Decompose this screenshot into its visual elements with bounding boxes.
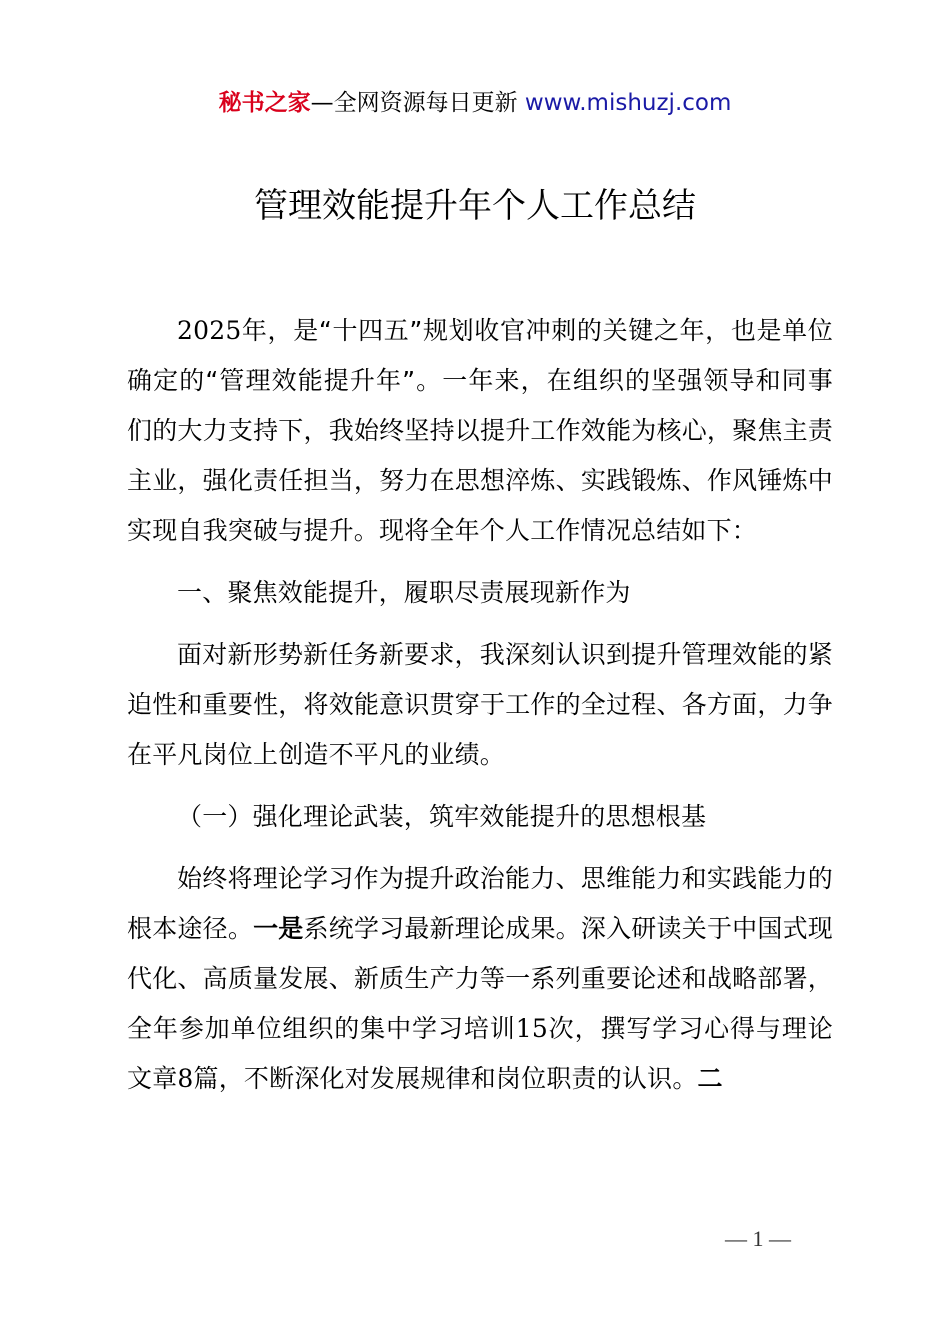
para-number-1: 15	[515, 1014, 548, 1043]
section-heading: 一、聚焦效能提升，履职尽责展现新作为	[177, 578, 631, 607]
document-body	[127, 306, 833, 1104]
para-text-2: 系统学习最新理论成果。深入研读关于中国式现代化、高质量发展、新质生产力等一系列重要论述和战略部署，全年参加单位组织的集中学习培训	[127, 914, 833, 1043]
site-url[interactable]: www.mishuzj.com	[524, 90, 732, 116]
banner-slogan: —全网资源每日更新	[310, 90, 518, 116]
para-text-1: 始终将理论学习作为提升政治能力、思维能力和实践能力的根本途径。	[127, 864, 833, 943]
intro-year: 2025	[177, 316, 242, 345]
site-banner	[0, 86, 950, 120]
para-text-4: 篇，不断深化对发展规律和岗位职责的认识。	[193, 1064, 698, 1093]
section-paragraph: 面对新形势新任务新要求，我深刻认识到提升管理效能的紧迫性和重要性，将效能意识贯穿于工作的全过程、各方面，力争在平凡岗位上创造不平凡的业绩。	[127, 640, 833, 769]
intro-paragraph	[127, 306, 833, 556]
intro-text: 年，是“十四五”规划收官冲刺的关键之年，也是单位确定的“管理效能提升年”。一年来，在组织的坚强领导和同事们的大力支持下，我始终坚持以提升工作效能为核心，聚焦主责主业，强化责任担当，努力在思想淬炼、实践锻炼、作风锤炼中实现自我突破与提升。现将全年个人工作情况总结如下：	[127, 316, 833, 545]
para-bold-1: 一是	[253, 914, 304, 943]
brand-name: 秘书之家	[218, 90, 311, 116]
subsection-heading: （一）强化理论武装，筑牢效能提升的思想根基	[177, 802, 707, 831]
para-bold-2: 二	[697, 1064, 723, 1093]
document-title: 管理效能提升年个人工作总结	[254, 186, 696, 226]
subsection-paragraph	[127, 854, 833, 1104]
para-number-2: 8	[177, 1064, 194, 1093]
para-text-3: 次，撰写学习心得与理论文章	[127, 1014, 833, 1093]
page-number: — 1 —	[725, 1226, 791, 1251]
